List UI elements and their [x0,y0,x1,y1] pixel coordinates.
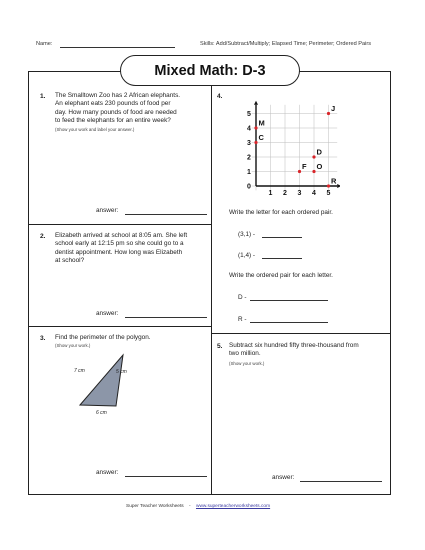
q1-note: (Show your work and label your answer.) [55,127,135,132]
side-label-right: 5 cm [116,369,127,375]
q1-answer-label: answer: [96,207,119,214]
side-label-bottom: 6 cm [96,410,107,416]
x-axis-arrow [337,184,340,188]
q4-letter-1: D - [238,294,247,301]
q4-pair-2-line[interactable] [262,258,302,259]
y-tick-label: 4 [247,125,251,133]
grid-points [254,104,337,188]
q1-answer-line[interactable] [125,214,207,215]
grid-point [254,126,257,129]
y-tick-label: 5 [247,111,251,118]
row-divider-2 [28,326,211,327]
x-tick-label: 3 [297,190,302,197]
y-axis-arrow [254,101,258,105]
page-title: Mixed Math: D-3 [154,62,266,79]
column-divider [211,84,212,494]
grid-point [312,155,315,158]
q4-pair-1: (3,1) - [238,231,256,238]
point-label: D [316,147,322,157]
q3-number: 3. [40,335,46,342]
coordinate-grid [240,96,340,200]
q3-answer-label: answer: [96,469,119,476]
q4-pair-2: (1,4) - [238,252,256,259]
q1-number: 1. [40,93,46,100]
name-line[interactable] [60,47,175,48]
point-label: M [258,118,265,128]
q2-line: school early at 12:15 pm so she could go to a [55,240,184,248]
q5-answer-label: answer: [272,474,295,481]
q4-instruction-2: Write the ordered pair for each letter. [229,272,333,279]
q3-text: Find the perimeter of the polygon. [55,334,151,341]
side-label-left: 7 cm [74,368,85,374]
point-label: O [316,162,323,171]
q2-line: dentist appointment. How long was Elizabeth [55,248,183,256]
q2-line: Elizabeth arrived at school at 8:05 am. She left [55,232,188,239]
x-tick-label: 4 [312,190,316,197]
q1-line: An elephant eats 230 pounds of food per [55,100,171,108]
name-label: Name: [36,41,53,47]
footer-link[interactable]: www.superteacherworksheets.com [195,504,271,509]
y-tick-label: 2 [247,154,251,162]
triangle-shape [80,355,123,406]
grid-point [312,170,315,173]
q5-answer-line[interactable] [300,481,382,482]
q1-line: day. How many pounds of food are needed [55,108,177,116]
q4-number: 4. [217,93,223,100]
q1-line: The Smalltown Zoo has 2 African elephants. [55,92,181,99]
title-banner [120,55,300,86]
grid-point [327,184,330,187]
q3-answer-line[interactable] [125,476,207,477]
x-tick-label: 1 [268,190,273,197]
row-divider-1 [28,224,211,225]
y-tick-label: 0 [247,183,251,191]
q2-answer-line[interactable] [125,317,207,318]
skills-text: Skills: Add/Subtract/Multiply; Elapsed Time; Perimeter; Ordered Pairs [200,41,371,47]
q5-note: (Show your work.) [229,361,265,366]
q4-letter-2: R - [238,316,247,323]
q4-letter-2-line[interactable] [250,322,328,323]
point-label: J [331,104,336,113]
grid-point [254,141,257,144]
q5-line: Subtract six hundred fifty three-thousand from [229,342,359,349]
q5-text [229,342,387,359]
footer-brand: Super Teacher Worksheets [126,504,184,509]
q2-line: at school? [55,256,85,264]
footer-separator: - [189,504,191,509]
polygon-figure [70,350,160,420]
grid-point [327,112,330,115]
q5-line: two million. [229,350,261,358]
q1-text [55,92,205,125]
q4-letter-1-line[interactable] [250,300,328,301]
q4-pair-1-line[interactable] [262,237,302,238]
q2-text [55,232,209,265]
q2-answer-label: answer: [96,310,119,317]
q5-number: 5. [217,343,223,350]
x-tick-label: 5 [326,190,331,197]
footer [126,504,270,509]
row-divider-3 [211,333,391,334]
point-label: R [331,176,337,186]
y-tick-label: 1 [247,169,251,176]
grid-point [298,170,301,173]
point-label: C [258,133,264,142]
y-tick-label: 3 [247,140,251,147]
x-tick-label: 2 [283,190,287,197]
q4-instruction-1: Write the letter for each ordered pair. [229,209,333,216]
point-label: F [302,162,307,171]
q2-number: 2. [40,233,46,240]
q3-note: (Show your work.) [55,343,91,348]
q1-line: to feed the elephants for an entire week? [55,116,171,124]
